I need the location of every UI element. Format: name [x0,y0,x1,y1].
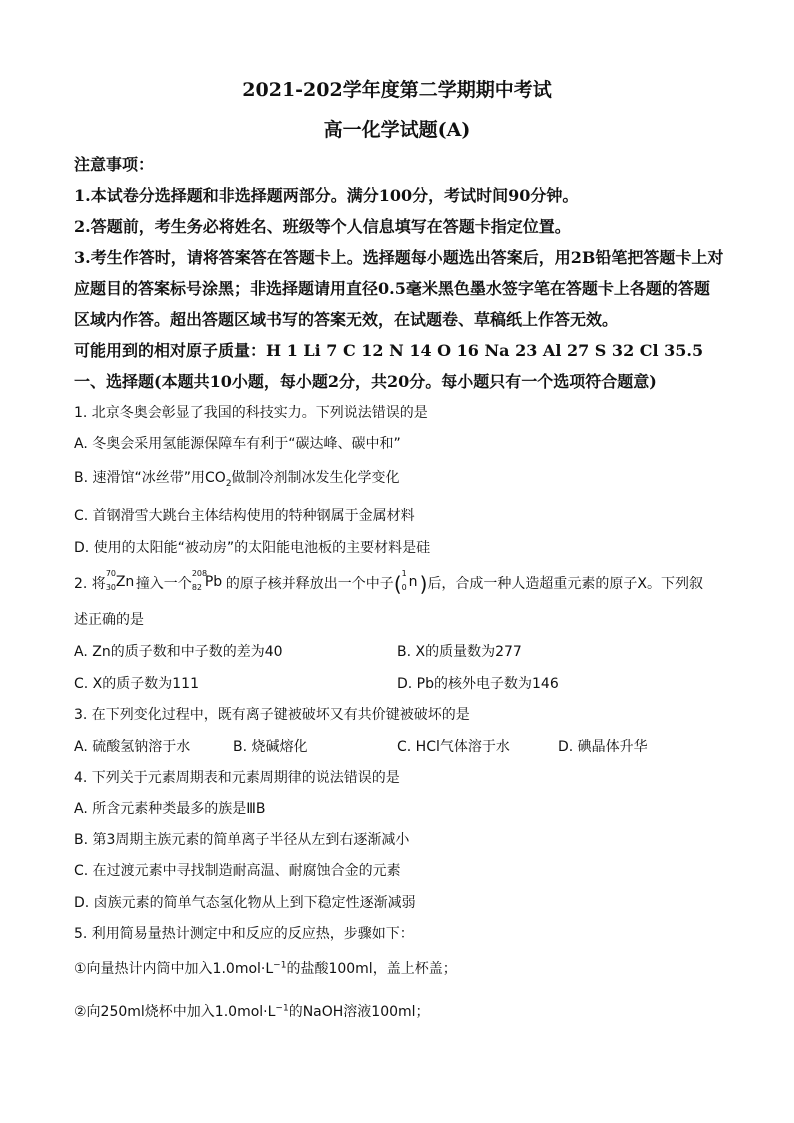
notice-item-3-line-2: 应题目的答案标号涂黑；非选择题请用直径0.5毫米黑色墨水签字笔在答题卡上各题的答题 [74,279,710,298]
zn-atomic-number: 30 [105,583,116,592]
q1-option-b-pre: B. 速滑馆“冰丝带”用 [74,470,206,486]
pb-symbol: Pb [204,574,223,590]
q1-option-b [74,467,400,489]
atomic-masses: 可能用到的相对原子质量：H 1 Li 7 C 12 N 14 O 16 Na 23 Al 27 S 32 Cl 35.5 [74,341,704,360]
neutron-nuclide [401,569,420,592]
notice-item-3-line-3: 区域内作答。超出答题区域书写的答案无效，在试题卷、草稿纸上作答无效。 [74,310,619,329]
q2-mid-2: 的原子核并释放出一个中子 [225,576,394,592]
q2-option-b: B. X的质量数为277 [397,644,522,660]
q2-stem-line-2: 述正确的是 [74,612,144,628]
q2-pre: 2. 将 [74,576,106,592]
q5-step-1-post: 的盐酸100ml，盖上杯盖； [286,961,457,977]
zn-mass-number: 70 [105,569,116,578]
pb-atomic-number: 82 [191,583,202,592]
q1-option-c: C. 首钢滑雪大跳台主体结构使用的特种钢属于金属材料 [74,508,415,524]
pb-nuclide [191,569,223,592]
q3-option-b: B. 烧碱熔化 [233,739,308,755]
q4-option-a: A. 所含元素种类最多的族是ⅢB [74,801,266,817]
section-1-heading: 一、选择题(本题共10小题，每小题2分，共20分。每小题只有一个选项符合题意) [74,372,657,391]
exam-subtitle: 高一化学试题(A) [323,119,471,141]
q1-option-b-post: 做制冷剂制冰发生化学变化 [231,470,400,486]
q5-step-1 [74,958,457,978]
q1-option-a: A. 冬奥会采用氢能源保障车有利于“碳达峰、碳中和” [74,436,401,452]
q3-option-d: D. 碘晶体升华 [558,739,648,755]
notice-item-1: 1.本试卷分选择题和非选择题两部分。满分100分，考试时间90分钟。 [74,186,579,205]
q2-option-a: A. Zn的质子数和中子数的差为40 [74,644,283,660]
n-mass-number: 1 [401,569,407,578]
q5-step-1-sup: −1 [273,960,287,971]
q1-b-chem: CO [205,470,226,486]
q5-step-1-pre: ①向量热计内筒中加入1.0mol·L [74,961,274,977]
zn-symbol: Zn [115,574,135,590]
q5-step-2-sup: −1 [275,1003,289,1014]
exam-title: 2021-202学年度第二学期期中考试 [242,79,552,101]
q5-step-2-post: 的NaOH溶液100ml； [288,1004,430,1020]
q5-stem: 5. 利用简易量热计测定中和反应的反应热，步骤如下： [74,926,414,942]
paren-open: ( [393,572,402,596]
q2-post: 后，合成一种人造超重元素的原子X。下列叙 [427,576,704,592]
q4-option-d: D. 卤族元素的简单气态氢化物从上到下稳定性逐渐减弱 [74,895,416,911]
q1-option-d: D. 使用的太阳能“被动房”的太阳能电池板的主要材料是硅 [74,540,431,556]
notice-item-3-line-1: 3.考生作答时，请将答案答在答题卡上。选择题每小题选出答案后，用2B铅笔把答题卡上对 [74,248,724,267]
q2-option-d: D. Pb的核外电子数为146 [397,676,559,692]
q3-stem: 3. 在下列变化过程中，既有离子键被破坏又有共价键被破坏的是 [74,707,470,723]
q2-mid-1: 撞入一个 [135,576,192,592]
q4-option-c: C. 在过渡元素中寻找制造耐高温、耐腐蚀合金的元素 [74,863,401,879]
paren-close: ) [419,572,428,596]
q5-step-2-pre: ②向250ml烧杯中加入1.0mol·L [74,1004,276,1020]
q4-stem: 4. 下列关于元素周期表和元素周期律的说法错误的是 [74,770,400,786]
q3-option-c: C. HCl气体溶于水 [397,739,510,755]
q1-stem: 1. 北京冬奥会彰显了我国的科技实力。下列说法错误的是 [74,405,428,421]
pb-mass-number: 208 [191,569,208,578]
q4-option-b: B. 第3周期主族元素的简单离子半径从左到右逐渐减小 [74,832,410,848]
notice-item-2: 2.答题前，考生务必将姓名、班级等个人信息填写在答题卡指定位置。 [74,217,571,236]
q1-option-b-formula [205,470,232,489]
q1-b-sub: 2 [225,478,232,489]
n-atomic-number: 0 [401,583,407,592]
q5-step-2 [74,1001,430,1021]
notice-heading: 注意事项： [74,155,155,174]
q3-option-a: A. 硫酸氢钠溶于水 [74,739,191,755]
zn-nuclide [105,569,135,592]
q2-option-c: C. X的质子数为111 [74,676,199,692]
q2-stem-line-1 [74,569,704,596]
n-symbol: n [408,574,418,590]
